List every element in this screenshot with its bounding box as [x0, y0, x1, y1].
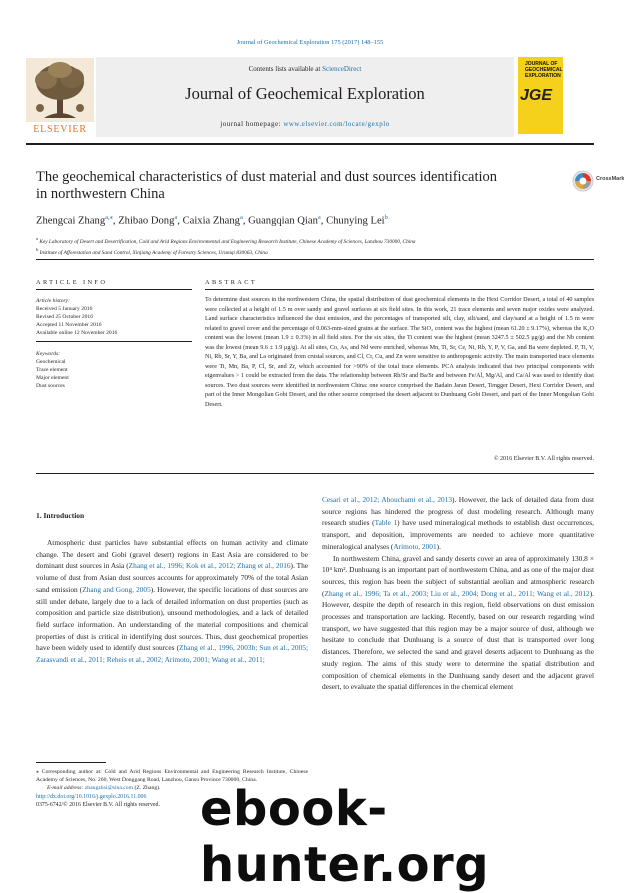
email-suffix: (Z. Zhang). — [133, 785, 160, 791]
affiliation-a — [36, 235, 596, 246]
contents-prefix: Contents lists available at — [249, 65, 323, 73]
affiliation-key: a — [36, 236, 38, 241]
header-divider — [26, 143, 594, 145]
author-affiliation-marker[interactable]: a,⁎ — [105, 214, 113, 221]
history-entry: Received 5 January 2016 — [36, 305, 117, 313]
author-name[interactable]: Zhibao Dong — [118, 216, 174, 227]
article-history — [36, 297, 117, 337]
homepage-link[interactable]: www.elsevier.com/locate/gexplo — [283, 121, 389, 128]
paragraph-text: Atmospheric dust particles have substantial effects on human activity and climate change. The desert and Gobi (gravel desert) regions in East Asia are considered to be dominant dust sources in Asia ( — [36, 538, 308, 570]
email-label: E-mail address: — [47, 785, 85, 791]
issn-copyright: 0375-6742/© 2016 Elsevier B.V. All rights reserved. — [36, 802, 160, 808]
affiliation-b — [36, 246, 596, 257]
journal-cover-thumbnail[interactable] — [518, 57, 563, 134]
publisher-wordmark: ELSEVIER — [26, 124, 94, 135]
citation-link[interactable]: Zhang et al., 1996; Ta et al., 2003; Liu et al., 2004; Dong et al., 2011; Wang et al., 2012 — [324, 589, 589, 598]
cover-title — [525, 61, 563, 79]
citation-link[interactable]: Zhang et al., 1996; Kok et al., 2012; Zhang et al., 2016 — [129, 561, 291, 570]
paragraph-text: ). The volume of dust from Asian dust sources accounts for approximately 70% of the total Asian sand emission ( — [36, 561, 308, 593]
email-link[interactable]: zhangzhsi@sina.com — [85, 785, 133, 791]
keyword: Dust sources — [36, 382, 69, 390]
introduction-heading: 1. Introduction — [36, 511, 84, 520]
cover-title-line: JOURNAL OF — [525, 61, 563, 67]
abstract-divider — [205, 289, 594, 290]
footnote-marker: ⁎ — [36, 769, 39, 775]
author-name[interactable]: Chunying Lei — [326, 216, 385, 227]
cover-abbreviation: JGE — [520, 87, 552, 105]
journal-citation[interactable]: Journal of Geochemical Exploration 175 (2017) 148–155 — [0, 39, 620, 46]
intro-paragraph — [322, 553, 594, 693]
article-info-divider — [36, 289, 192, 290]
author-affiliation-marker[interactable]: a — [318, 214, 321, 221]
footnote-text: Corresponding author at: Cold and Arid Regions Environmental and Engineering Research Institute, Chinese Academy of Sciences, No. 260, West Donggang Road, Lanzhou, Gansu Province 730000, China. — [36, 769, 308, 783]
abstract-heading: ABSTRACT — [205, 279, 257, 286]
keyword: Major element — [36, 374, 69, 382]
citation-link[interactable]: Arimoto, 2001 — [393, 542, 436, 551]
paragraph-text: In northwestern China, gravel and sandy deserts cover an area of approximately 130.8 × 10⁴ km². Dunhuang is an important part of northwestern China, and as one of the major dust sources, this region has been the subject of substantial aeolian and atmospheric research ( — [322, 554, 594, 598]
history-label: Article history: — [36, 297, 117, 305]
cover-title-line: EXPLORATION — [525, 73, 563, 79]
paragraph-text: ). However, the lack of detailed data from dust source regions has hindered the progress of dust modeling research. Although many research studies ( — [322, 495, 594, 527]
affiliation-divider — [36, 259, 594, 260]
paragraph-text: ). — [437, 542, 441, 551]
keywords — [36, 350, 69, 390]
affiliation-text: Institute of Afforestation and Sand Control, Xinjiang Academy of Forestry Sciences, Urumqi 830063, China — [40, 250, 268, 256]
affiliation-list — [36, 235, 596, 257]
cover-title-line: GEOCHEMICAL — [525, 67, 563, 73]
watermark: ebook-hunter.org — [200, 781, 620, 893]
contents-availability-line — [96, 65, 514, 73]
sciencedirect-link[interactable]: ScienceDirect — [322, 65, 361, 73]
author-name[interactable]: Zhengcai Zhang — [36, 216, 105, 227]
author-affiliation-marker[interactable]: b — [385, 214, 388, 221]
history-entry: Available online 12 November 2016 — [36, 329, 117, 337]
keyword: Geochemical — [36, 358, 69, 366]
keyword: Trace element — [36, 366, 69, 374]
crossmark-icon[interactable] — [572, 170, 594, 192]
doi-link[interactable]: http://dx.doi.org/10.1016/j.gexplo.2016.11.006 — [36, 794, 146, 800]
abstract-end-divider — [36, 473, 594, 474]
affiliation-key: b — [36, 247, 38, 252]
keywords-label: Keywords: — [36, 350, 69, 358]
citation-link[interactable]: Cesari et al., 2012; Abouchami et al., 2013 — [322, 495, 452, 504]
citation-link[interactable]: Zhang et al., 1996, 2003b; Sun et al., 2005; Zarasvandi et al., 2011; Reheis et al., 2002; Arimoto, 2001; Wang et al., 2011; — [36, 643, 308, 664]
author-affiliation-marker[interactable]: a — [240, 214, 243, 221]
introduction-left-column — [36, 537, 308, 666]
abstract-text: To determine dust sources in the northwestern China, the spatial distribution of dust geochemical elements in the Hexi Corridor Desert, a total of 40 samples were collected at a height of 1.5 m over sandy and gravel surfaces at six field sites. In this work, 21 trace elements and seven major oxides were analyzed. Land surface characteristics influenced the dust emission, and the percentages of transported silt, clay, silt/sand, and clay/sand at a height of 1.5 m were related to gravel cover and the percentage of 0.063-mm-sized grains at the surface. The SiO₂ content was the highest (mean 61.20 ± 9.17%), whereas the K₂O content was the lowest (mean 1.9 ± 0.3%) in all field sites. For the six sites, the Ti content was the highest (mean 3247.5 ± 502.5 μg/g) and the Nb content was the lowest (mean 9.6 ± 1.9 μg/g). At all sites, Co, As, and Nd were enriched, whereas Mn, Ti, Sr, Ce, Ni, Rb, Y, P, V, Ga, and Ba were depleted. P, Ti, V, Ni, Rb, Sr, Y, Ba, and La originated from crustal sources, and Cl, Cr, Cu, and Zn were sensitive to anthropogenic activity. The main transported trace elements were Ti, Mn, Ba, P, Cl, Sr, and Zr, which accounted for >90% of the total trace elements. PCA analysis indicated that two principal components with eigenvalues > 1 could be extracted from the data. The relationship between Rb/Sr and Ba/Sr and between Fe/Al, Mg/Al, and Ca/Al was used to identify dust sources. Two dust sources were identified in northwestern China: one source comprised the Badain Jaran Desert, Tengger Desert, Hexi Corridor Desert, and part of the Inner Mongolian Gobi Desert, and the other source comprised the desert adjacent to Dunhuang Gobi Desert, and part of the Inner Mongolian Gobi Desert. — [205, 296, 594, 411]
author-name[interactable]: Caixia Zhang — [183, 216, 240, 227]
intro-paragraph — [322, 494, 594, 553]
crossmark-label[interactable]: CrossMark — [596, 176, 624, 182]
paragraph-text: ) have used mineralogical methods to establish dust occurrences, transport, and deposition, improvements are needed to achieve more quantitative mineralogical analyses ( — [322, 518, 594, 550]
history-entry: Accepted 11 November 2016 — [36, 321, 117, 329]
author-list: Zhengcai Zhang$^{a,⁎}$, Zhibao Dong$^a$, Caixia Zhang$^a$, Guangqian Qian$^a$, Chunying Lei$^b$ — [36, 213, 388, 227]
author-name[interactable]: Guangqian Qian — [248, 216, 318, 227]
homepage-prefix: journal homepage: — [220, 121, 283, 128]
citation-link[interactable]: Table 1 — [375, 518, 398, 527]
abstract-copyright: © 2016 Elsevier B.V. All rights reserved. — [205, 456, 594, 462]
article-info-heading: ARTICLE INFO — [36, 279, 107, 286]
citation-link[interactable]: Zhang and Gong, 2005 — [82, 585, 151, 594]
paragraph-text: ). However, despite the depth of research in this region, field observations on dust emission processes and transportation are lacking. Recently, based on our research regarding wind transport, we have suggested that this region may be a major source of dust, although we hesitate to conclude that Dunhuang is a source of dust that is transported over long distances. Therefore, we selected the sand and gravel deserts adjacent to Dunhuang as the study region. The aims of this study were to determine the spatial distribution and composition of chemical elements in the Dunhuang sandy desert and the adjacent gravel desert, to evaluate the spatial differences in the chemical element — [322, 589, 594, 692]
affiliation-text: Key Laboratory of Desert and Desertification, Cold and Arid Regions Environmental and Engineering Research Institute, Chinese Academy of Sciences, Lanzhou 730000, China — [39, 239, 415, 245]
introduction-right-column — [322, 494, 594, 693]
paper-title: The geochemical characteristics of dust material and dust sources identification in northwestern China — [36, 169, 506, 203]
history-entry: Revised 25 October 2016 — [36, 313, 117, 321]
paragraph-text: ). However, the specific locations of dust sources are still under debate, largely due to a lack of detailed information on dust properties (such as composition and particle size distribution), unsound methodologies, and a lack of detailed field surface information. An understanding of the material compositions and chemical properties of dust is critical in identifying dust sources. Thus, dust geochemical properties have been widely used to identify dust sources ( — [36, 585, 308, 653]
journal-homepage-line — [96, 121, 514, 128]
author-affiliation-marker[interactable]: a — [174, 214, 177, 221]
journal-name[interactable]: Journal of Geochemical Exploration — [96, 84, 514, 104]
